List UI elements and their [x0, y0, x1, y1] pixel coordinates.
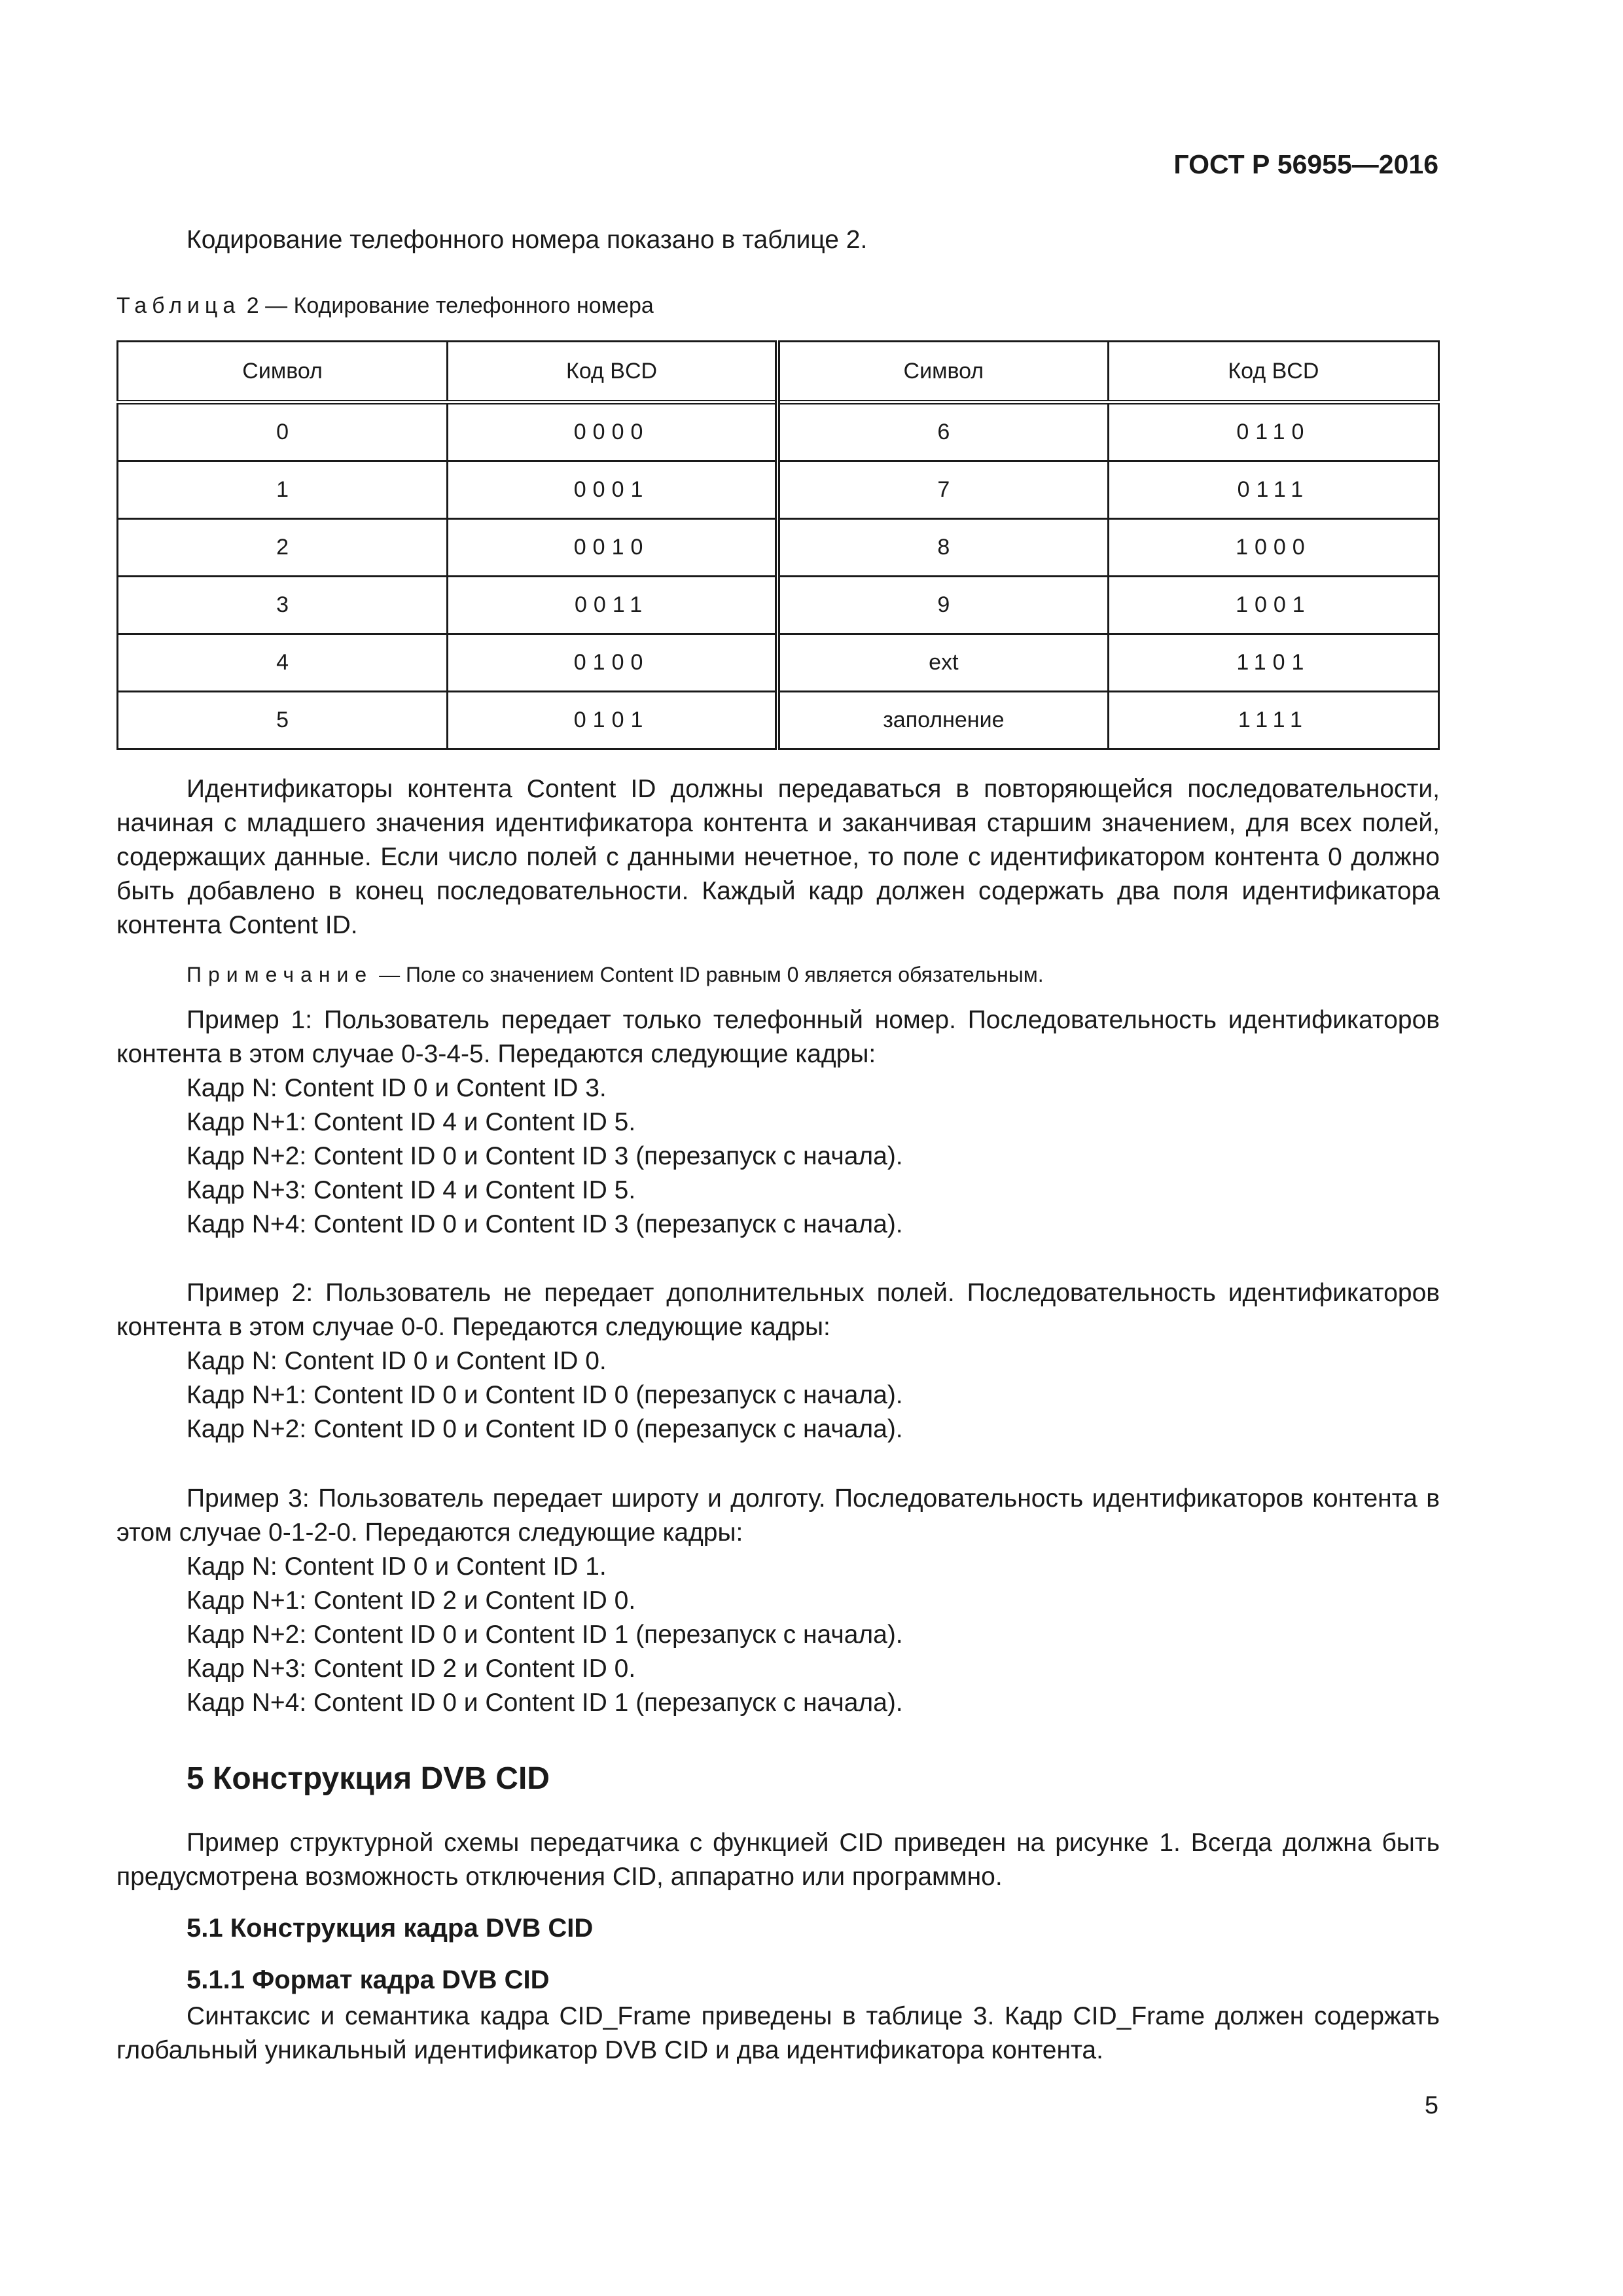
frame-line: Кадр N+1: Content ID 0 и Content ID 0 (перезапуск с начала).	[187, 1381, 903, 1409]
section-5-text: Пример структурной схемы передатчика с функцией CID приведен на рисунке 1. Всегда должна быть предусмотрена возможность отключения CID, аппаратно или программно.	[116, 1829, 1440, 1891]
frame-line: Кадр N+2: Content ID 0 и Content ID 1 (перезапуск с начала).	[187, 1621, 903, 1649]
table-cell: 0001	[448, 461, 777, 519]
table-cell: 0110	[1108, 403, 1438, 461]
table-cell: 0010	[448, 519, 777, 577]
table-cell: 2	[118, 519, 448, 577]
frame-line: Кадр N: Content ID 0 и Content ID 1.	[187, 1552, 607, 1581]
table-row	[118, 403, 1439, 461]
table-cell: 6	[777, 403, 1108, 461]
note	[116, 958, 1440, 992]
section-5-1-1-text: Синтаксис и семантика кадра CID_Frame приведены в таблице 3. Кадр CID_Frame должен содержать глобальный уникальный идентификатор DVB CID и два идентификатора контента.	[116, 2002, 1440, 2064]
note-text: — Поле со значением Content ID равным 0 является обязательным.	[373, 963, 1044, 986]
frame-line: Кадр N+1: Content ID 2 и Content ID 0.	[187, 1587, 636, 1615]
table-cell: ext	[777, 634, 1108, 692]
frame-line: Кадр N+4: Content ID 0 и Content ID 1 (перезапуск с начала).	[187, 1689, 903, 1717]
example-2	[116, 1276, 1440, 1446]
table-intro-text: Кодирование телефонного номера показано в таблице 2.	[187, 226, 868, 254]
table-cell: 5	[118, 692, 448, 749]
table-cell: 4	[118, 634, 448, 692]
header-code-left: Код BCD	[448, 342, 777, 403]
frame-line: Кадр N+2: Content ID 0 и Content ID 0 (перезапуск с начала).	[187, 1415, 903, 1443]
table-row	[118, 634, 1439, 692]
table-cell: 0	[118, 403, 448, 461]
frame-line: Кадр N+2: Content ID 0 и Content ID 3 (перезапуск с начала).	[187, 1142, 903, 1170]
table-cell: заполнение	[777, 692, 1108, 749]
frame-line: Кадр N+3: Content ID 4 и Content ID 5.	[187, 1176, 636, 1204]
table-caption	[116, 293, 654, 319]
table-cell: 0111	[1108, 461, 1438, 519]
example-1	[116, 1003, 1440, 1242]
frame-line: Кадр N: Content ID 0 и Content ID 3.	[187, 1074, 607, 1102]
header-symbol-left: Символ	[118, 342, 448, 403]
table-cell: 8	[777, 519, 1108, 577]
example-frames	[116, 1550, 1440, 1720]
table-cell: 0011	[448, 577, 777, 634]
example-intro: Пример 1: Пользователь передает только телефонный номер. Последовательность идентификаторов контента в этом случае 0-3-4-5. Передаются следующие кадры:	[116, 1006, 1440, 1068]
frame-line: Кадр N+3: Content ID 2 и Content ID 0.	[187, 1655, 636, 1683]
example-intro: Пример 3: Пользователь передает широту и долготу. Последовательность идентификаторов контента в этом случае 0-1-2-0. Передаются следующие кадры:	[116, 1484, 1440, 1547]
table-caption-label: Таблица	[116, 293, 241, 318]
table-cell: 1000	[1108, 519, 1438, 577]
table-row	[118, 519, 1439, 577]
example-frames	[116, 1344, 1440, 1446]
table-cell: 1101	[1108, 634, 1438, 692]
table-cell: 0100	[448, 634, 777, 692]
table-cell: 1	[118, 461, 448, 519]
table-cell: 7	[777, 461, 1108, 519]
section-5-1-heading: 5.1 Конструкция кадра DVB CID	[187, 1914, 594, 1943]
header-symbol-right: Символ	[777, 342, 1108, 403]
table-cell: 1111	[1108, 692, 1438, 749]
frame-line: Кадр N+4: Content ID 0 и Content ID 3 (перезапуск с начала).	[187, 1210, 903, 1238]
table-row	[118, 577, 1439, 634]
document-header: ГОСТ Р 56955—2016	[1173, 149, 1438, 179]
table-row	[118, 461, 1439, 519]
example-frames	[116, 1071, 1440, 1242]
table-cell: 9	[777, 577, 1108, 634]
page-number: 5	[1424, 2092, 1438, 2119]
section-5-1-1-heading: 5.1.1 Формат кадра DVB CID	[187, 1965, 550, 1994]
content-id-paragraph: Идентификаторы контента Content ID должны передаваться в повторяющейся последовательности, начиная с младшего значения идентификатора контента и заканчивая старшим значением, для всех полей, содержащих данные. Если число полей с данными нечетное, то поле с идентификатором контента 0 должно быть добавлено в конец последовательности. Каждый кадр должен содержать два поля идентификатора контента Content ID.	[116, 775, 1440, 939]
bcd-table	[116, 340, 1440, 750]
frame-line: Кадр N: Content ID 0 и Content ID 0.	[187, 1347, 607, 1375]
example-3	[116, 1482, 1440, 1720]
example-intro: Пример 2: Пользователь не передает дополнительных полей. Последовательность идентификаторов контента в этом случае 0-0. Передаются следующие кадры:	[116, 1279, 1440, 1341]
table-cell: 1001	[1108, 577, 1438, 634]
table-cell: 3	[118, 577, 448, 634]
table-header-row	[118, 342, 1439, 403]
section-5-heading: 5 Конструкция DVB CID	[187, 1761, 550, 1796]
table-cell: 0101	[448, 692, 777, 749]
frame-line: Кадр N+1: Content ID 4 и Content ID 5.	[187, 1108, 636, 1136]
table-row	[118, 692, 1439, 749]
table-caption-text: 2 — Кодирование телефонного номера	[246, 293, 654, 318]
header-code-right: Код BCD	[1108, 342, 1438, 403]
note-label: Примечание	[187, 963, 374, 986]
table-cell: 0000	[448, 403, 777, 461]
